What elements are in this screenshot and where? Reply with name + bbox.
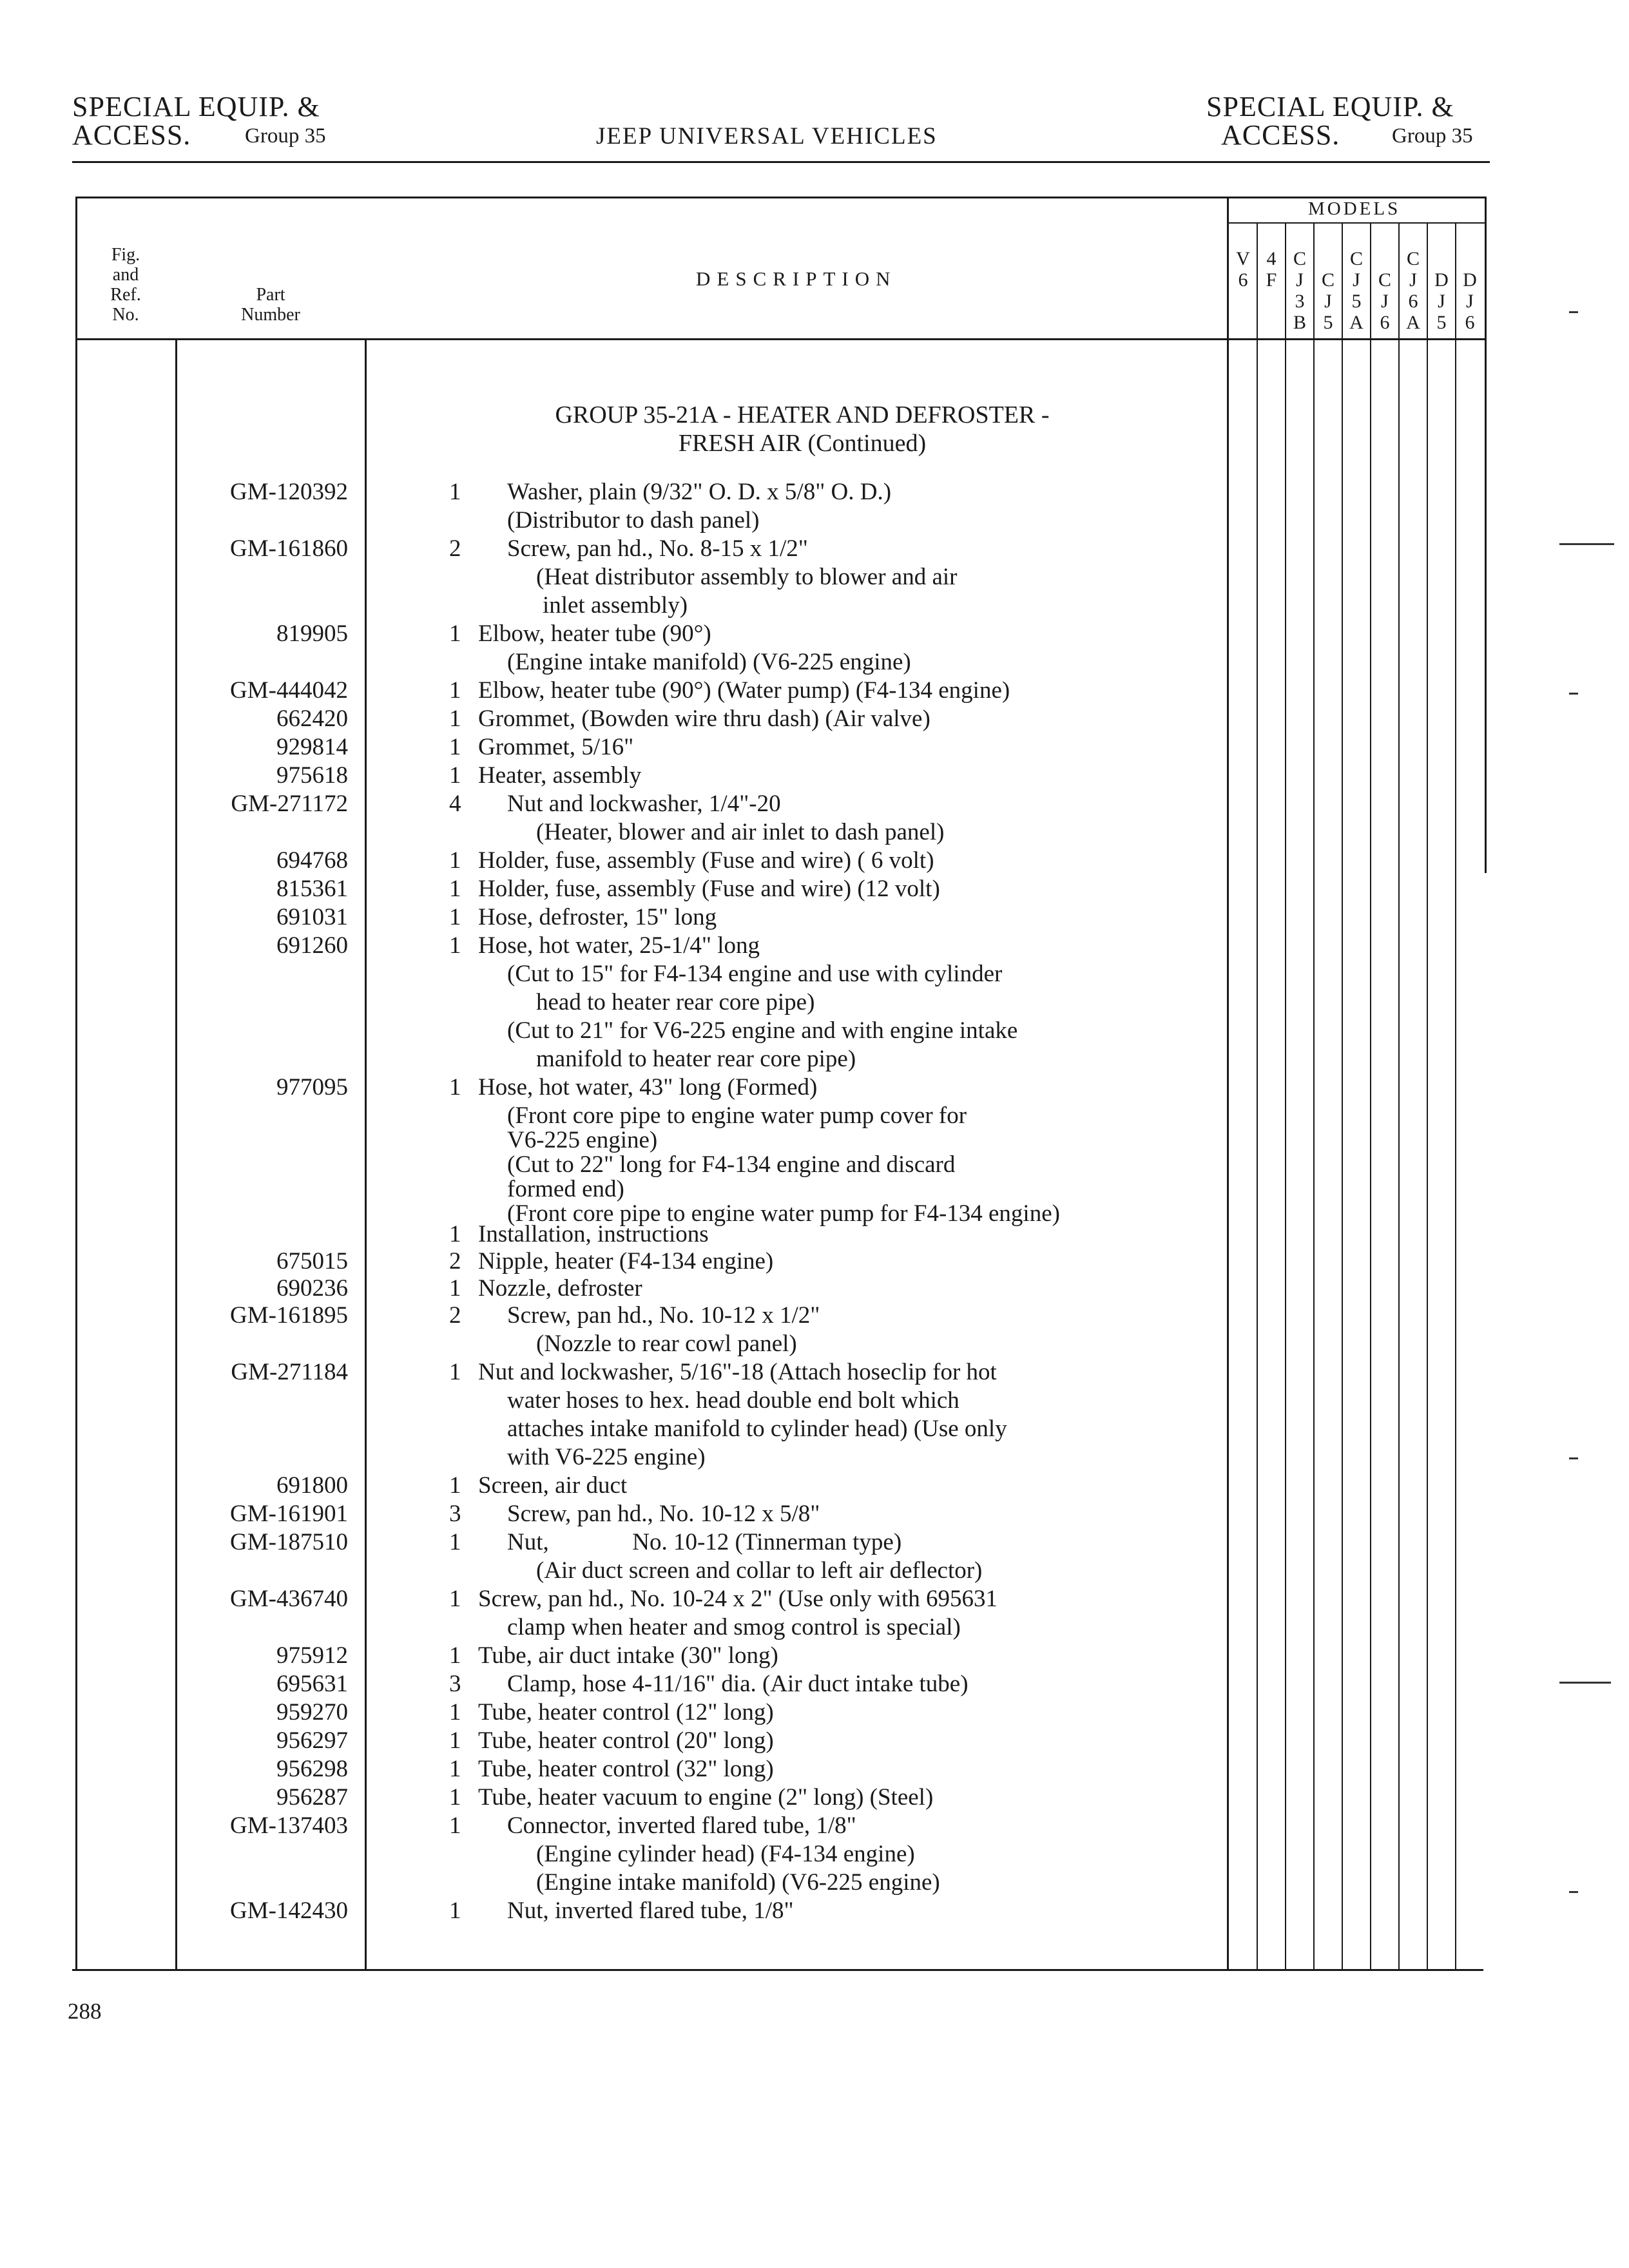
description: Nut, No. 10-12 (Tinnerman type) [507,1529,902,1555]
group-title [480,401,1124,457]
part-number: 977095 [276,1074,348,1100]
model-cj5a: C J 5 A [1349,248,1364,333]
description: Screw, pan hd., No. 8-15 x 1/2" [507,535,808,562]
part-number: 691031 [276,904,348,930]
header-rule [72,161,1490,163]
table-row [0,1585,1629,1613]
fig-ref-heading-line: Fig. [111,245,140,265]
models-title: MODELS [1308,198,1401,219]
table-row [0,478,1629,506]
model-v6: V 6 [1236,248,1250,291]
description: Holder, fuse, assembly (Fuse and wire) (12 volt) [478,876,940,902]
description-heading: DESCRIPTION [696,267,897,290]
table-row [0,591,1629,620]
part-number: 959270 [276,1699,348,1725]
description: (Heat distributor assembly to blower and air [536,564,958,590]
table-row [0,1670,1629,1698]
description: (Distributor to dash panel) [507,507,760,533]
part-number: GM-436740 [230,1586,348,1612]
part-number: 956297 [276,1727,348,1754]
description: clamp when heater and smog control is special) [507,1614,961,1640]
description: (Front core pipe to engine water pump for F4-134 engine) [507,1200,1060,1227]
description: (Engine intake manifold) (V6-225 engine) [536,1869,940,1896]
description: Nut and lockwasher, 1/4"-20 [507,791,781,817]
quantity: 1 [449,1699,461,1725]
quantity: 1 [449,734,461,760]
part-number: GM-137403 [230,1812,348,1839]
quantity: 1 [449,1784,461,1811]
quantity: 2 [449,535,461,562]
table-top-border [75,197,1487,198]
table-row [0,1698,1629,1727]
description: Elbow, heater tube (90°) (Water pump) (F4-134 engine) [478,677,1010,704]
description: Hose, defroster, 15" long [478,904,717,930]
description: (Heater, blower and air inlet to dash panel) [536,819,945,845]
quantity: 1 [449,1472,461,1499]
description: Tube, heater control (32" long) [478,1756,774,1782]
part-number: 675015 [276,1248,348,1274]
model-dj6: D J 6 [1463,269,1477,333]
description: Washer, plain (9/32" O. D. x 5/8" O. D.) [507,479,892,505]
margin-mark [1569,311,1578,313]
group-title-line: GROUP 35-21A - HEATER AND DEFROSTER - [555,401,1050,428]
description: Heater, assembly [478,762,642,789]
table-row [0,1840,1629,1869]
part-number: GM-271184 [231,1359,348,1385]
model-cj6a: C J 6 A [1406,248,1420,333]
quantity: 1 [449,1529,461,1555]
header-left-group: Group 35 [245,124,326,148]
part-number: GM-444042 [230,677,348,704]
part-number: GM-161895 [230,1302,348,1329]
fig-ref-heading-line: Ref. [110,285,141,305]
quantity: 2 [449,1302,461,1329]
part-number: 691260 [276,932,348,959]
quantity: 1 [449,762,461,789]
description: water hoses to hex. head double end bolt which [507,1387,959,1414]
header-right-line2: ACCESS. [1221,119,1340,151]
description: Connector, inverted flared tube, 1/8" [507,1812,856,1839]
part-number: 975618 [276,762,348,789]
table-row [0,960,1629,988]
part-number: 929814 [276,734,348,760]
part-number: GM-161860 [230,535,348,562]
quantity: 1 [449,677,461,704]
description: (Nozzle to rear cowl panel) [536,1331,797,1357]
description: V6-225 engine) [507,1127,658,1153]
header-right-group: Group 35 [1392,124,1473,148]
table-row [0,677,1629,705]
quantity: 3 [449,1501,461,1527]
table-row [0,1387,1629,1415]
table-row [0,762,1629,790]
table-row [0,1897,1629,1925]
table-row [0,705,1629,733]
table-row [0,1274,1629,1303]
table-row [0,1302,1629,1330]
part-number: 694768 [276,847,348,874]
table-row [0,1220,1629,1249]
description: Tube, heater vacuum to engine (2" long) (Steel) [478,1784,934,1811]
part-number-heading-line: Part [256,285,285,305]
quantity: 1 [449,876,461,902]
description: head to heater rear core pipe) [536,989,815,1015]
model-cj5: C J 5 [1321,269,1335,333]
part-number: GM-187510 [230,1529,348,1555]
table-row [0,563,1629,591]
description: Grommet, 5/16" [478,734,634,760]
table-row [0,988,1629,1017]
quantity: 1 [449,1642,461,1669]
table-row [0,932,1629,960]
model-cj6: C J 6 [1378,269,1391,333]
description: Elbow, heater tube (90°) [478,620,711,647]
table-row [0,1247,1629,1276]
part-number: 975912 [276,1642,348,1669]
header-left-line2: ACCESS. [72,119,191,151]
table-row [0,1812,1629,1840]
description: Tube, air duct intake (30" long) [478,1642,778,1669]
table-row [0,1443,1629,1472]
description: Screw, pan hd., No. 10-12 x 5/8" [507,1501,820,1527]
description: Tube, heater control (20" long) [478,1727,774,1754]
quantity: 1 [449,1359,461,1385]
table-row [0,648,1629,677]
description: Nut, inverted flared tube, 1/8" [507,1898,794,1924]
quantity: 1 [449,620,461,647]
quantity: 1 [449,1074,461,1100]
description: Clamp, hose 4-11/16" dia. (Air duct intake tube) [507,1671,969,1697]
quantity: 1 [449,1275,461,1302]
quantity: 1 [449,1898,461,1924]
quantity: 1 [449,479,461,505]
table-row [0,733,1629,762]
description: Nut and lockwasher, 5/16"-18 (Attach hoseclip for hot [478,1359,997,1385]
table-row [0,1358,1629,1387]
table-row [0,1415,1629,1443]
description: inlet assembly) [543,592,688,619]
quantity: 4 [449,791,461,817]
description: (Engine cylinder head) (F4-134 engine) [536,1841,915,1867]
models-title-rule [1227,222,1485,224]
table-header-bottom-border [75,338,1487,340]
table-row [0,790,1629,818]
table-row [0,1613,1629,1642]
quantity: 1 [449,706,461,732]
description: Installation, instructions [478,1221,709,1247]
part-number: 690236 [276,1275,348,1302]
part-number: GM-120392 [230,479,348,505]
fig-ref-heading [90,245,161,325]
quantity: 1 [449,1756,461,1782]
description: Hose, hot water, 25-1/4" long [478,932,760,959]
table-row [0,506,1629,535]
description: Nozzle, defroster [478,1275,642,1302]
quantity: 1 [449,1727,461,1754]
table-row [0,1472,1629,1500]
quantity: 1 [449,847,461,874]
table-row [0,1330,1629,1358]
table-row [0,847,1629,875]
description: Nipple, heater (F4-134 engine) [478,1248,774,1274]
quantity: 1 [449,1586,461,1612]
part-number: 956298 [276,1756,348,1782]
model-4f: 4 F [1266,248,1277,291]
description: Holder, fuse, assembly (Fuse and wire) ( 6 volt) [478,847,934,874]
part-number: 691800 [276,1472,348,1499]
description: (Air duct screen and collar to left air deflector) [536,1557,983,1584]
page-number: 288 [68,1999,102,2024]
part-number: GM-271172 [231,791,348,817]
header-right-line1: SPECIAL EQUIP. & [1206,91,1454,122]
part-number: 956287 [276,1784,348,1811]
description: attaches intake manifold to cylinder head) (Use only [507,1416,1007,1442]
quantity: 1 [449,932,461,959]
table-row [0,1869,1629,1897]
description: (Engine intake manifold) (V6-225 engine) [507,649,911,675]
table-row [0,903,1629,932]
table-row [0,1017,1629,1045]
table-bottom-border [72,1969,1483,1971]
table-row [0,1500,1629,1528]
margin-mark [1569,1457,1578,1459]
description: Screw, pan hd., No. 10-12 x 1/2" [507,1302,820,1329]
part-number: 695631 [276,1671,348,1697]
table-row [0,1528,1629,1557]
description: with V6-225 engine) [507,1444,706,1470]
part-number: GM-161901 [230,1501,348,1527]
table-row [0,1727,1629,1755]
table-row [0,1557,1629,1585]
description: manifold to heater rear core pipe) [536,1046,856,1072]
quantity: 1 [449,1221,461,1247]
quantity: 3 [449,1671,461,1697]
fig-ref-heading-line: and [112,265,139,285]
group-title-line: FRESH AIR (Continued) [678,430,927,457]
part-number: 819905 [276,620,348,647]
description: (Cut to 21" for V6-225 engine and with engine intake [507,1017,1018,1044]
part-number: GM-142430 [230,1898,348,1924]
table-row [0,535,1629,563]
table-row [0,1642,1629,1670]
description: (Cut to 15" for F4-134 engine and use with cylinder [507,961,1003,987]
fig-ref-heading-line: No. [112,305,139,325]
description: (Front core pipe to engine water pump cover for [507,1102,967,1129]
table-row [0,620,1629,648]
model-cj3b: C J 3 B [1293,248,1306,333]
part-number-heading-line: Number [241,305,300,325]
description: Tube, heater control (12" long) [478,1699,774,1725]
description: formed end) [507,1176,624,1202]
header-left-line1: SPECIAL EQUIP. & [72,91,320,122]
description: Hose, hot water, 43" long (Formed) [478,1074,818,1100]
margin-mark [1569,693,1578,695]
margin-mark [1569,1891,1578,1893]
quantity: 1 [449,904,461,930]
margin-mark [1559,543,1614,545]
description: Grommet, (Bowden wire thru dash) (Air valve) [478,706,930,732]
description: Screw, pan hd., No. 10-24 x 2" (Use only with 695631 [478,1586,998,1612]
description: Screen, air duct [478,1472,628,1499]
header-center-title: JEEP UNIVERSAL VEHICLES [596,123,938,149]
description: (Cut to 22" long for F4-134 engine and discard [507,1151,956,1178]
model-dj5: D J 5 [1434,269,1449,333]
table-row [0,1073,1629,1102]
table-row [0,875,1629,903]
table-row [0,1783,1629,1812]
part-number-heading [213,285,329,325]
margin-mark [1559,1682,1611,1684]
quantity: 2 [449,1248,461,1274]
part-number: 815361 [276,876,348,902]
part-number: 662420 [276,706,348,732]
table-row [0,818,1629,847]
table-row [0,1755,1629,1783]
quantity: 1 [449,1812,461,1839]
table-row [0,1045,1629,1073]
